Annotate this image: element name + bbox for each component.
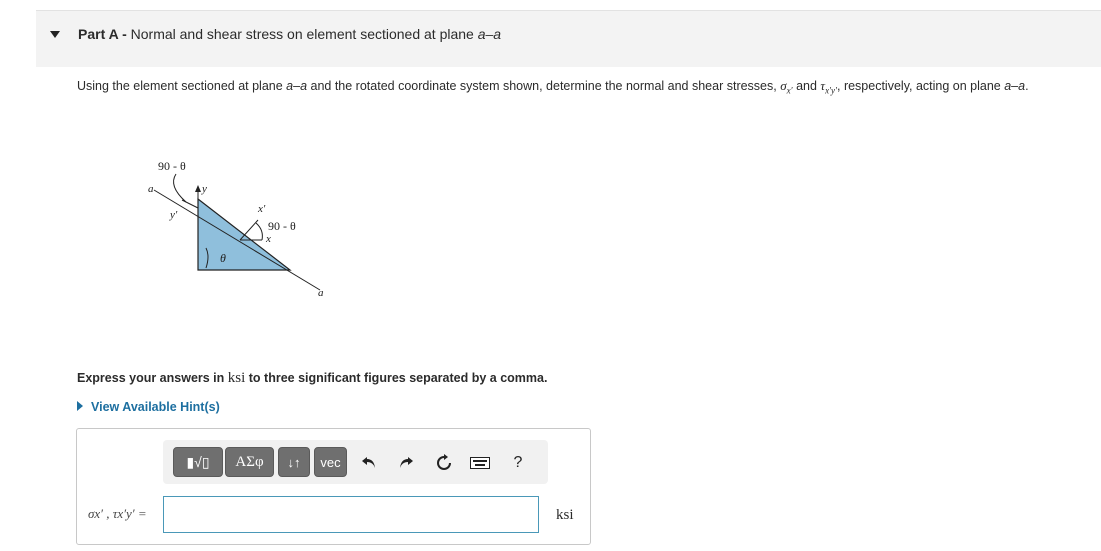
label-right-angle: 90 - θ [268,219,296,233]
express-instructions: Express your answers in ksi to three significant figures separated by a comma. [77,370,548,386]
top-angle-arc [174,174,186,202]
answer-units: ksi [556,507,574,523]
undo-icon[interactable] [358,452,380,474]
vec-button[interactable]: vec [314,447,347,477]
answer-label: σx′ , τx′y′ = [88,506,147,521]
tau-symbol: τ [820,78,826,93]
math-toolbar [163,440,548,484]
help-icon[interactable]: ? [513,454,523,471]
sigma-symbol: σ [780,78,787,93]
collapse-caret-icon[interactable] [50,31,60,38]
templates-button[interactable]: ▮√▯ [173,447,223,477]
right-angle-arc [256,223,262,240]
part-title-plane: a–a [477,26,502,42]
x-prime-axis [240,220,258,240]
element-figure [140,150,340,300]
answer-input[interactable] [163,496,539,533]
label-a-bottom: a [318,287,324,299]
stress-element-triangle [198,199,290,270]
greek-symbols-button[interactable]: ΑΣφ [225,447,274,477]
label-x-prime: x' [258,203,266,215]
section-line-a-a [154,190,320,290]
part-label: Part A - [78,26,127,42]
redo-icon[interactable] [395,452,417,474]
part-title [78,26,501,42]
label-y: y [202,183,207,195]
part-title-text: Normal and shear stress on element sectioned at plane [130,26,478,42]
hint-caret-icon [77,401,83,411]
reset-icon[interactable] [433,452,455,474]
label-theta: θ [220,251,226,265]
view-hints-link[interactable]: View Available Hint(s) [77,400,220,414]
label-y-prime: y' [170,209,178,221]
instructions: Using the element sectioned at plane a–a and the rotated coordinate system shown, determine the normal and shear stresses, $\sigma_{x'}$ and $\tau_{x'y'}$, respectively, acting on plane a–a. [77,78,1029,96]
label-top-angle: 90 - θ [158,159,186,173]
label-x: x [266,233,271,245]
label-a-top: a [148,183,154,195]
arrows-button[interactable]: ↓↑ [278,447,310,477]
keyboard-icon[interactable] [469,452,491,474]
